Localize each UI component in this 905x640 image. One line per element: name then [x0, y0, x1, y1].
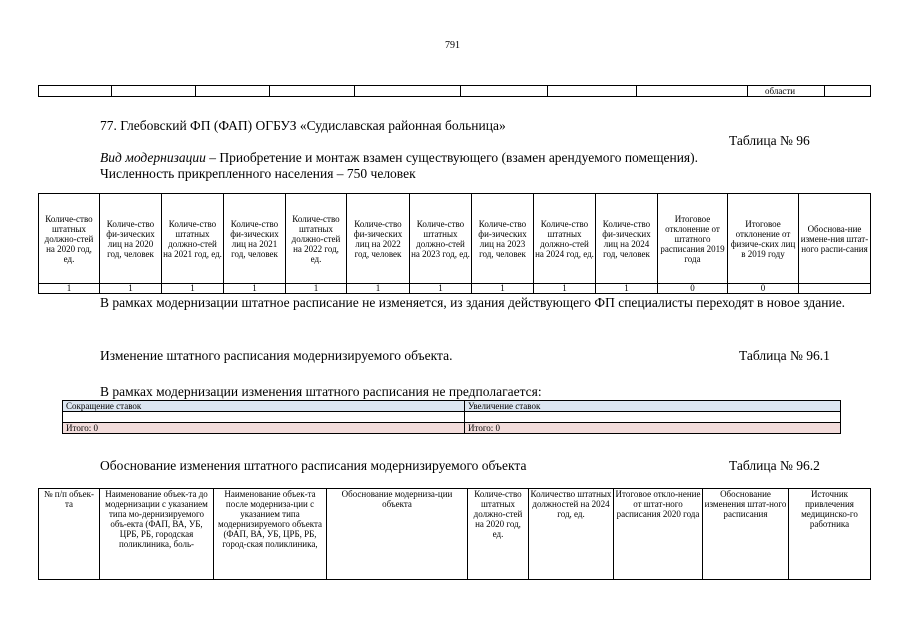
reduction-total: Итого: 0	[63, 423, 465, 434]
table-cell: 1	[286, 284, 347, 294]
column-header: Наименование объек-та до модернизации с указанием типа мо-дернизируемого объ-екта (ФАП, ВА, УБ, ЦРБ, РБ, городская поликлиника, боль-	[100, 489, 214, 580]
table-cell	[465, 412, 841, 423]
modernization-type	[100, 150, 698, 166]
table-96-1-label: Таблица № 96.1	[739, 348, 830, 363]
modernization-type-text: – Приобретение и монтаж взамен существующего (взамен арендуемого помещения).	[205, 150, 698, 165]
column-header: Количе-ство штатных должно-стей на 2023 год, ед.	[410, 194, 472, 284]
increase-header: Увеличение ставок	[465, 401, 841, 412]
table-cell	[112, 86, 196, 97]
column-header: Количе-ство фи-зических лиц на 2020 год, человек	[100, 194, 162, 284]
table-header-row	[39, 489, 871, 580]
column-header: Наименование объек-та после модерниза-ции с указанием типа модернизируемого объекта (ФАП, ВА, УБ, ЦРБ, РБ, город-ская поликлиника,	[214, 489, 327, 580]
column-header: Источник привлечения медицинско-го работника	[789, 489, 871, 580]
column-header: Количе-ство штатных должно-стей на 2020 год, ед.	[39, 194, 100, 284]
table-cell: 1	[596, 284, 658, 294]
column-header: № п/п объек-та	[39, 489, 100, 580]
paragraph-staff-unchanged: В рамках модернизации штатное расписание не изменяется, из здания действующего ФП специалисты переходят в новое здание.	[100, 295, 846, 310]
table-cell	[637, 86, 748, 97]
table-row	[39, 86, 871, 97]
table-96-label: Таблица № 96	[729, 133, 810, 148]
column-header: Количе-ство фи-зических лиц на 2023 год, человек	[472, 194, 534, 284]
staff-change-title: Изменение штатного расписания модернизируемого объекта.	[100, 348, 453, 363]
column-header: Количе-ство фи-зических лиц на 2021 год, человек	[224, 194, 286, 284]
page-number: 791	[445, 40, 460, 51]
table-cell	[270, 86, 355, 97]
column-header: Количе-ство фи-зических лиц на 2024 год, человек	[596, 194, 658, 284]
table-96-2-label: Таблица № 96.2	[729, 458, 820, 473]
column-header: Обоснова-ние измене-ния штат-ного распи-сания	[799, 194, 871, 284]
column-header: Итоговое отклонение от штатного расписания 2019 года	[658, 194, 728, 284]
column-header: Количе-ство штатных должно-стей на 2022 год, ед.	[286, 194, 347, 284]
table-cell: 1	[534, 284, 596, 294]
table-cell	[799, 284, 871, 294]
table-96	[38, 193, 871, 294]
table-cell: 1	[100, 284, 162, 294]
table-cell: 0	[728, 284, 799, 294]
table-cell: 1	[347, 284, 410, 294]
column-header: Обоснование изменения штат-ного расписания	[703, 489, 789, 580]
table-cell: 0	[658, 284, 728, 294]
table-cell: 1	[39, 284, 100, 294]
table-cell	[355, 86, 461, 97]
table-cell	[461, 86, 548, 97]
column-header: Итоговое отклонение от физиче-ских лиц в 2019 году	[728, 194, 799, 284]
column-header: Количе-ство штатных должно-стей на 2020 год, ед.	[468, 489, 529, 580]
table-header-row	[39, 194, 871, 284]
table-cell	[196, 86, 270, 97]
table-cell: 1	[162, 284, 224, 294]
justification-title: Обоснование изменения штатного расписания модернизируемого объекта	[100, 458, 527, 473]
column-header: Итоговое откло-нение от штат-ного расписания 2020 года	[614, 489, 703, 580]
column-header: Количе-ство фи-зических лиц на 2022 год, человек	[347, 194, 410, 284]
table-row	[39, 284, 871, 294]
table-96-2	[38, 488, 871, 580]
table-header-row	[63, 401, 841, 412]
population-text: Численность прикрепленного населения – 750 человек	[100, 166, 416, 181]
table-cell: 1	[224, 284, 286, 294]
column-header: Количество штатных должностей на 2024 год, ед.	[529, 489, 614, 580]
table-cell	[548, 86, 637, 97]
column-header: Количе-ство штатных должно-стей на 2021 год, ед.	[162, 194, 224, 284]
table-row	[63, 412, 841, 423]
modernization-type-label: Вид модернизации	[100, 150, 206, 165]
table-96-1	[62, 400, 841, 434]
table-cell: 1	[410, 284, 472, 294]
table-total-row	[63, 423, 841, 434]
table-cell	[63, 412, 465, 423]
table-cell: 1	[472, 284, 534, 294]
continuation-cell-text: области	[765, 86, 796, 96]
section-title: 77. Глебовский ФП (ФАП) ОГБУЗ «Судиславская районная больница»	[100, 118, 506, 133]
column-header: Обоснование модерниза-ции объекта	[327, 489, 468, 580]
increase-total: Итого: 0	[465, 423, 841, 434]
table-cell	[39, 86, 112, 97]
reduction-header: Сокращение ставок	[63, 401, 465, 412]
column-header: Количе-ство штатных должно-стей на 2024 год, ед.	[534, 194, 596, 284]
paragraph-no-change: В рамках модернизации изменения штатного расписания не предполагается:	[100, 384, 542, 399]
continuation-table	[38, 85, 871, 97]
table-cell	[825, 86, 871, 97]
